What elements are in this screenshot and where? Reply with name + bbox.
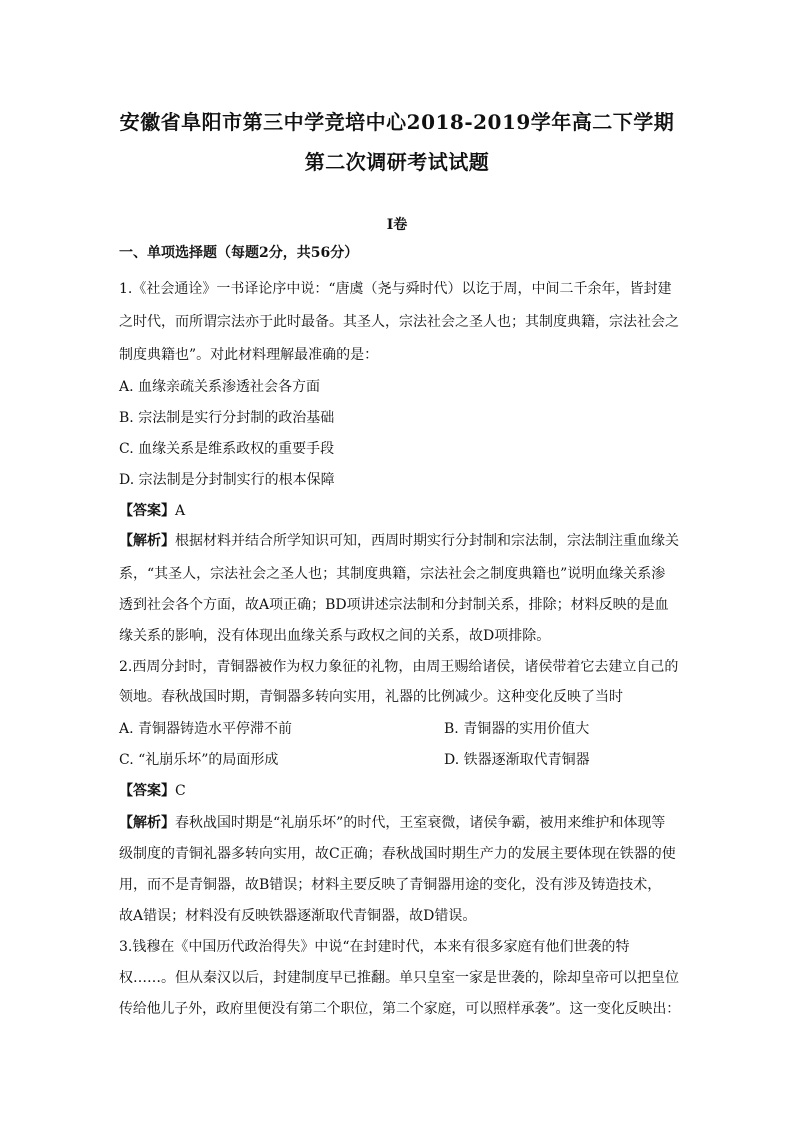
q1-option-a: A. 血缘亲疏关系渗透社会各方面 [119,379,321,395]
q1-answer-tag: 【答案】 [119,503,175,519]
q2-analysis-tag: 【解析】 [119,815,175,831]
q3-text-line-3: 传给他儿子外，政府里便没有第二个职位，第二个家庭，可以照样承袭”。这一变化反映出： [119,1001,681,1017]
q2-option-d: D. 铁器逐渐取代青铜器 [444,752,590,768]
volume-label: I卷 [386,217,408,233]
q2-text-line-1: 2.西周分封时，青铜器被作为权力象征的礼物，由周王赐给诸侯，诸侯带着它去建立自己的 [119,659,679,675]
q2-text-line-2: 领地。春秋战国时期，青铜器多转向实用，礼器的比例减少。这种变化反映了当时 [119,689,623,705]
q1-text-line-1: 1.《社会通诠》一书译论序中说：“唐虞（尧与舜时代）以讫于周，中间二千余年，皆封建 [119,281,672,297]
section-heading: 一、单项选择题（每题2分，共56分） [119,245,359,261]
q3-text-line-1: 3.钱穆在《中国历代政治得失》中说“在封建时代，本来有很多家庭有他们世袭的特 [119,939,630,955]
q1-text-line-2: 之时代，而所谓宗法亦于此时最备。其圣人，宗法社会之圣人也；其制度典籍，宗法社会之 [119,314,679,330]
q2-answer [119,782,186,800]
q2-answer-tag: 【答案】 [119,783,175,799]
q2-option-c: C. “礼崩乐坏”的局面形成 [119,752,279,768]
q1-answer [119,502,185,520]
q3-text-line-2: 权……。但从秦汉以后，封建制度早已推翻。单只皇室一家是世袭的，除却皇帝可以把皇位 [119,970,679,986]
q1-option-c: C. 血缘关系是维系政权的重要手段 [119,441,335,457]
q2-analysis-text-1: 春秋战国时期是“礼崩乐坏”的时代，王室衰微，诸侯争霸，被用来维护和体现等 [175,815,666,831]
q2-analysis-line-2: 级制度的青铜礼器多转向实用，故C正确；春秋战国时期生产力的发展主要体现在铁器的使 [119,846,676,862]
q1-option-d: D. 宗法制是分封制实行的根本保障 [119,472,335,488]
q1-answer-value: A [175,503,186,519]
q2-analysis-line-4: 故A错误；材料没有反映铁器逐渐取代青铜器，故D错误。 [119,908,477,924]
q1-analysis-line-2: 系，“其圣人，宗法社会之圣人也；其制度典籍，宗法社会之制度典籍也”说明血缘关系渗 [119,566,666,582]
q1-analysis-line-3: 透到社会各个方面，故A项正确；BD项讲述宗法制和分封制关系，排除；材料反映的是血 [119,597,669,613]
document-title-line-2: 第二次调研考试试题 [304,150,490,174]
q1-option-b: B. 宗法制是实行分封制的政治基础 [119,410,335,426]
q2-analysis-line-1 [119,814,665,832]
q1-analysis-text-1: 根据材料并结合所学知识可知，西周时期实行分封制和宗法制，宗法制注重血缘关 [175,533,679,549]
q2-analysis-line-3: 用，而不是青铜器，故B错误；材料主要反映了青铜器用途的变化，没有涉及铸造技术， [119,877,662,893]
document-title-line-1: 安徽省阜阳市第三中学竞培中心2018-2019学年高二下学期 [119,110,675,134]
q2-answer-value: C [175,783,186,799]
q1-analysis-line-4: 缘关系的影响，没有体现出血缘关系与政权之间的关系，故D项排除。 [119,628,551,644]
q2-option-a: A. 青铜器铸造水平停滞不前 [119,721,293,737]
q2-option-b: B. 青铜器的实用价值大 [444,721,590,737]
q1-text-line-3: 制度典籍也”。对此材料理解最准确的是： [119,347,379,363]
q1-analysis-line-1 [119,532,679,550]
q1-analysis-tag: 【解析】 [119,533,175,549]
